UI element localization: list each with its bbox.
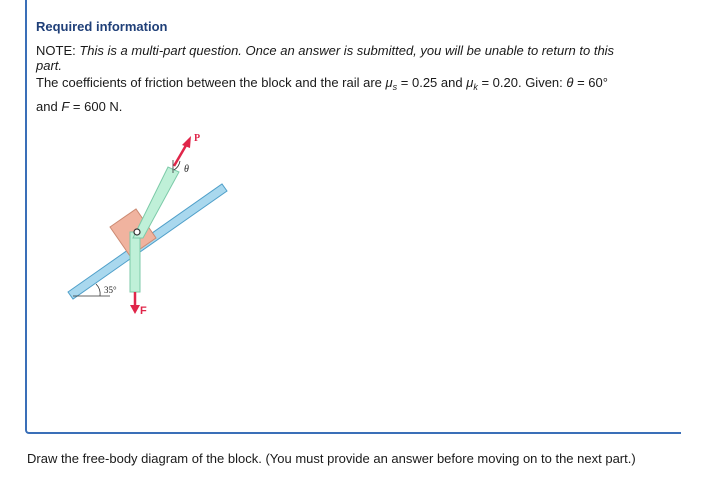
given-text (36, 73, 646, 117)
mu-k-symbol: μ (466, 75, 474, 90)
note-body: This is a multi-part question. Once an answer is submitted, you will be unable to return to this part. (36, 43, 615, 73)
mu-s-value: = 0.25 and (400, 75, 463, 90)
mu-s-subscript: s (392, 82, 398, 92)
required-info-title: Required information (36, 19, 168, 34)
label-P: P (194, 133, 201, 144)
mu-k-subscript: k (473, 82, 478, 92)
angle-arc (96, 284, 100, 296)
lower-handle (130, 232, 140, 292)
given-line2: and (36, 99, 58, 114)
mu-k-value: = 0.20. Given: (481, 75, 563, 90)
label-F: F (140, 305, 147, 317)
block-rail-figure (60, 120, 240, 330)
given-line1: The coefficients of friction between the block and the rail are (36, 75, 382, 90)
force-symbol: F (61, 99, 70, 114)
label-angle: 35° (104, 285, 117, 295)
theta-symbol: θ (566, 75, 574, 90)
pin (134, 229, 140, 235)
note-text (36, 43, 636, 73)
note-lead: NOTE: (36, 43, 76, 58)
label-theta: θ (184, 164, 189, 175)
question-prompt: Draw the free-body diagram of the block. (You must provide an answer before moving on to the next part.) (27, 451, 636, 466)
force-value: = 600 N. (72, 99, 123, 114)
mu-s-symbol: μ (385, 75, 393, 90)
theta-value: = 60° (577, 75, 608, 90)
force-F-arrow (130, 292, 140, 314)
force-P-arrow (174, 136, 191, 166)
